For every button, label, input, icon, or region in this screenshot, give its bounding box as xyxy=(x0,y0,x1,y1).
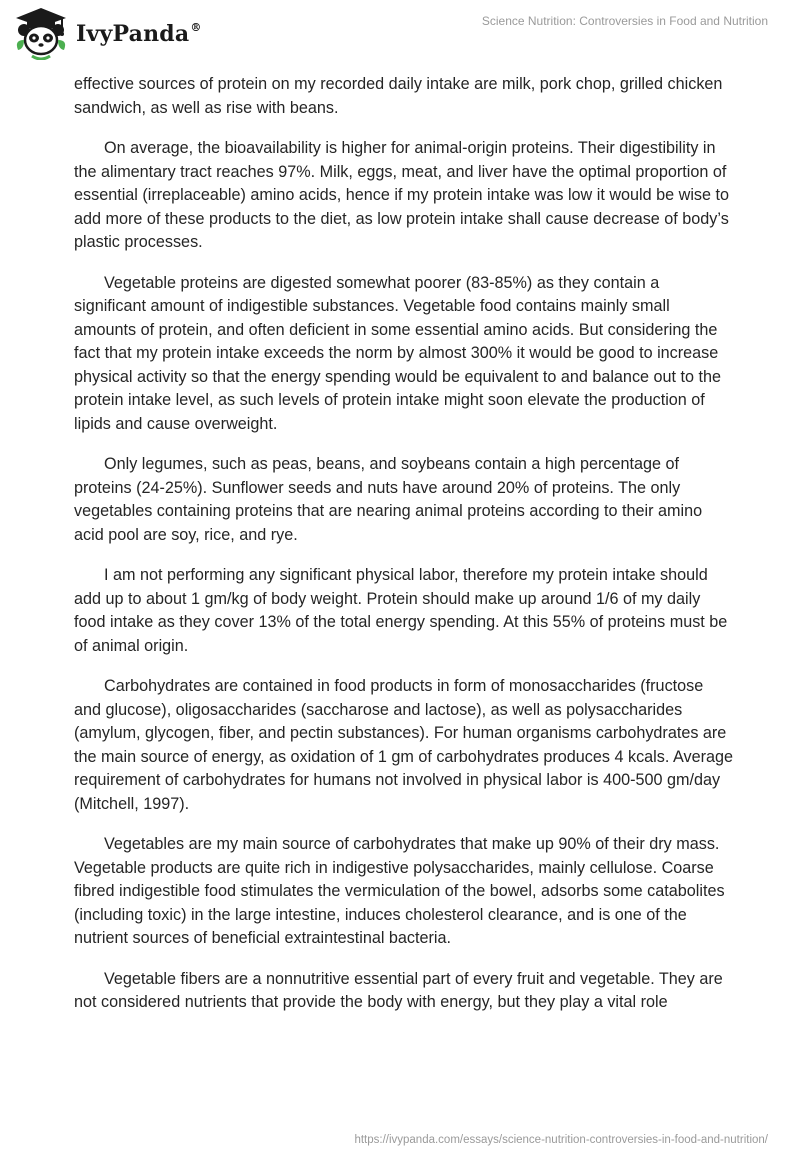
paragraph: Vegetable fibers are a nonnutritive essential part of every fruit and vegetable. They are not considered nutrients that provide the body with energy, but they play a vital role xyxy=(74,969,723,1011)
brand-logo[interactable] xyxy=(12,6,202,60)
paragraph: Vegetable proteins are digested somewhat poorer (83-85%) as they contain a significant amount of indigestible substances. Vegetable food contains mainly small amounts of protein, and often deficient in some essential amino acids. But considering the fact that my protein intake exceeds the norm by almost 300% it would be good to increase physical activity so that the energy spending would be equivalent to and balance out to the protein intake level, as such levels of protein intake might soon elevate the production of lipids and cause overweight. xyxy=(74,273,722,433)
registered-mark: ® xyxy=(190,21,202,34)
source-url[interactable]: https://ivypanda.com/essays/science-nutrition-controversies-in-food-and-nutrition/ xyxy=(354,1134,768,1146)
essay-body xyxy=(74,73,734,1032)
document-title: Science Nutrition: Controversies in Food and Nutrition xyxy=(481,14,768,28)
brand-name xyxy=(76,21,202,47)
paragraph: effective sources of protein on my recorded daily intake are milk, pork chop, grilled chicken sandwich, as well as rise with beans. xyxy=(74,75,723,117)
paragraph: On average, the bioavailability is higher for animal-origin proteins. Their digestibility in the alimentary tract reaches 97%. Milk, eggs, meat, and liver have the optimal proportion of essential (irreplaceable) amino acids, hence if my protein intake was low it would be wise to add more of these products to the diet, as low protein intake shall cause decrease of body’s plastic processes. xyxy=(74,139,730,251)
panda-graduate-icon xyxy=(12,6,70,60)
page-header xyxy=(0,0,800,70)
brand-name-text: IvyPanda xyxy=(76,21,190,47)
paragraph: Carbohydrates are contained in food products in form of monosaccharides (fructose and glucose), oligosaccharides (saccharose and lactose), as well as polysaccharides (amylum, glycogen, fiber, and pectin substances). For human organisms carbohydrates are the main source of energy, as oxidation of 1 gm of carbohydrates produces 4 kcals. Average requirement of carbohydrates for humans not involved in physical labor is 400-500 gm/day (Mitchell, 1997). xyxy=(74,677,733,813)
paragraph: I am not performing any significant physical labor, therefore my protein intake should add up to about 1 gm/kg of body weight. Protein should make up around 1/6 of my daily food intake as they cover 13% of the total energy spending. At this 55% of proteins must be of animal origin. xyxy=(74,566,728,655)
paragraph: Vegetables are my main source of carbohydrates that make up 90% of their dry mass. Vegetable products are quite rich in indigestive polysaccharides, mainly cellulose. Coarse fibred indigestible food stimulates the vermiculation of the bowel, adsorbs some catabolites (including toxic) in the large intestine, induces cholesterol clearance, and is one of the nutrient sources of beneficial extraintestinal bacteria. xyxy=(74,835,725,947)
paragraph: Only legumes, such as peas, beans, and soybeans contain a high percentage of proteins (24-25%). Sunflower seeds and nuts have around 20% of proteins. The only vegetables containing proteins that are nearing animal proteins according to their amino acid pool are soy, rice, and rye. xyxy=(74,455,703,544)
